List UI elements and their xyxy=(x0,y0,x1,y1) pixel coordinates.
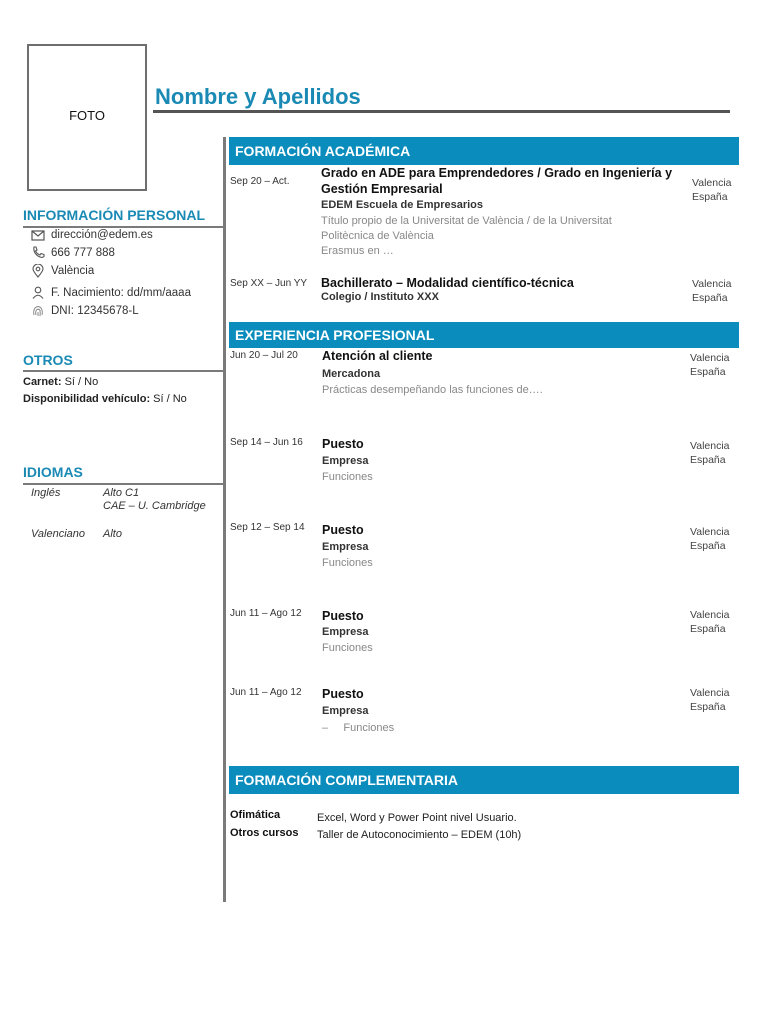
location-country: España xyxy=(690,454,726,466)
education-desc-line1: Título propio de la Universitat de València / de la Universitat xyxy=(321,215,612,227)
job-location xyxy=(690,686,730,714)
experiencia-heading: EXPERIENCIA PROFESIONAL xyxy=(235,327,435,343)
course-value: Excel, Word y Power Point nivel Usuario. xyxy=(317,812,517,824)
vehiculo-line xyxy=(23,393,187,405)
job-date: Sep 14 – Jun 16 xyxy=(230,437,303,448)
job-date: Jun 20 – Jul 20 xyxy=(230,350,298,361)
formacion-heading-bar xyxy=(229,137,739,165)
carnet-label: Carnet: xyxy=(23,376,62,388)
city-text: València xyxy=(51,265,95,277)
job-date: Jun 11 – Ago 12 xyxy=(230,687,302,698)
contact-phone xyxy=(31,246,115,259)
photo-label: FOTO xyxy=(69,108,105,123)
language-name: Inglés xyxy=(31,487,61,499)
personal-info-heading: INFORMACIÓN PERSONAL xyxy=(23,207,205,223)
carnet-line xyxy=(23,376,98,388)
job-title: Puesto xyxy=(322,523,364,537)
education-school: Colegio / Instituto XXX xyxy=(321,291,439,303)
otros-rule xyxy=(23,370,223,372)
job-desc: Prácticas desempeñando las funciones de…. xyxy=(322,384,543,396)
formacion-heading: FORMACIÓN ACADÉMICA xyxy=(235,143,411,159)
job-desc: Funciones xyxy=(322,642,373,654)
language-name: Valenciano xyxy=(31,528,86,540)
candidate-name: Nombre y Apellidos xyxy=(155,84,361,109)
job-title: Puesto xyxy=(322,609,364,623)
location-city: Valencia xyxy=(690,526,730,538)
vehiculo-value: Sí / No xyxy=(150,393,187,405)
fingerprint-icon xyxy=(31,304,45,318)
mail-icon xyxy=(31,229,45,241)
job-title: Puesto xyxy=(322,687,364,701)
location-country: España xyxy=(690,366,726,378)
education-school: EDEM Escuela de Empresarios xyxy=(321,199,484,211)
job-desc: Funciones xyxy=(322,471,373,483)
education-title-line1: Bachillerato – Modalidad científico-técnica xyxy=(321,276,574,290)
education-desc-line2: Politècnica de València xyxy=(321,230,434,242)
person-icon xyxy=(31,286,45,299)
education-desc-line3: Erasmus en … xyxy=(321,245,394,257)
personal-info-rule xyxy=(23,226,223,228)
job-title: Atención al cliente xyxy=(322,349,433,363)
phone-icon xyxy=(31,246,45,259)
job-company: Empresa xyxy=(322,626,369,638)
education-title-line1: Grado en ADE para Emprendedores / Grado en Ingeniería y xyxy=(321,166,673,180)
location-country: España xyxy=(690,540,726,552)
carnet-value: Sí / No xyxy=(61,376,99,388)
location-icon xyxy=(31,264,45,278)
language-cert: CAE – U. Cambridge xyxy=(103,500,206,512)
contact-dni xyxy=(31,304,139,318)
location-city: Valencia xyxy=(690,352,730,364)
language-level: Alto xyxy=(103,528,122,540)
photo-placeholder xyxy=(27,44,147,191)
job-company: Empresa xyxy=(322,455,369,467)
contact-city xyxy=(31,264,94,278)
course-label: Ofimática xyxy=(230,809,281,821)
email-text: dirección@edem.es xyxy=(51,229,153,241)
education-location xyxy=(692,176,732,204)
language-level: Alto C1 xyxy=(103,487,140,499)
education-date: Sep 20 – Act. xyxy=(230,176,290,187)
course-value: Taller de Autoconocimiento – EDEM (10h) xyxy=(317,829,522,841)
contact-birth xyxy=(31,286,191,299)
location-city: Valencia xyxy=(692,177,732,189)
complementaria-heading-bar xyxy=(229,766,739,794)
job-location xyxy=(690,525,730,553)
location-city: Valencia xyxy=(690,609,730,621)
column-divider xyxy=(223,137,226,902)
otros-heading: OTROS xyxy=(23,352,73,368)
education-date: Sep XX – Jun YY xyxy=(230,278,308,289)
contact-email xyxy=(31,229,153,241)
location-city: Valencia xyxy=(690,440,730,452)
job-company: Mercadona xyxy=(322,368,381,380)
job-desc: Funciones xyxy=(322,557,373,569)
job-date: Jun 11 – Ago 12 xyxy=(230,608,302,619)
job-title: Puesto xyxy=(322,437,364,451)
location-city: Valencia xyxy=(692,278,732,290)
experiencia-heading-bar xyxy=(229,322,739,348)
name-divider xyxy=(153,110,730,113)
location-city: Valencia xyxy=(690,687,730,699)
complementaria-heading: FORMACIÓN COMPLEMENTARIA xyxy=(235,772,458,788)
job-location xyxy=(690,351,730,379)
birth-text: F. Nacimiento: dd/mm/aaaa xyxy=(51,286,191,299)
education-title-line2: Gestión Empresarial xyxy=(321,182,443,196)
location-country: España xyxy=(692,292,728,304)
location-country: España xyxy=(690,623,726,635)
idiomas-rule xyxy=(23,483,223,485)
job-company: Empresa xyxy=(322,705,369,717)
job-desc: – Funciones xyxy=(322,722,395,734)
job-location xyxy=(690,439,730,467)
location-country: España xyxy=(690,701,726,713)
job-date: Sep 12 – Sep 14 xyxy=(230,522,305,533)
course-label: Otros cursos xyxy=(230,827,299,839)
phone-text: 666 777 888 xyxy=(51,246,115,259)
location-country: España xyxy=(692,191,728,203)
job-company: Empresa xyxy=(322,541,369,553)
job-location xyxy=(690,608,730,636)
vehiculo-label: Disponibilidad vehículo: xyxy=(23,393,151,405)
idiomas-heading: IDIOMAS xyxy=(23,464,83,480)
dni-text: DNI: 12345678-L xyxy=(51,305,139,317)
education-location xyxy=(692,277,732,305)
